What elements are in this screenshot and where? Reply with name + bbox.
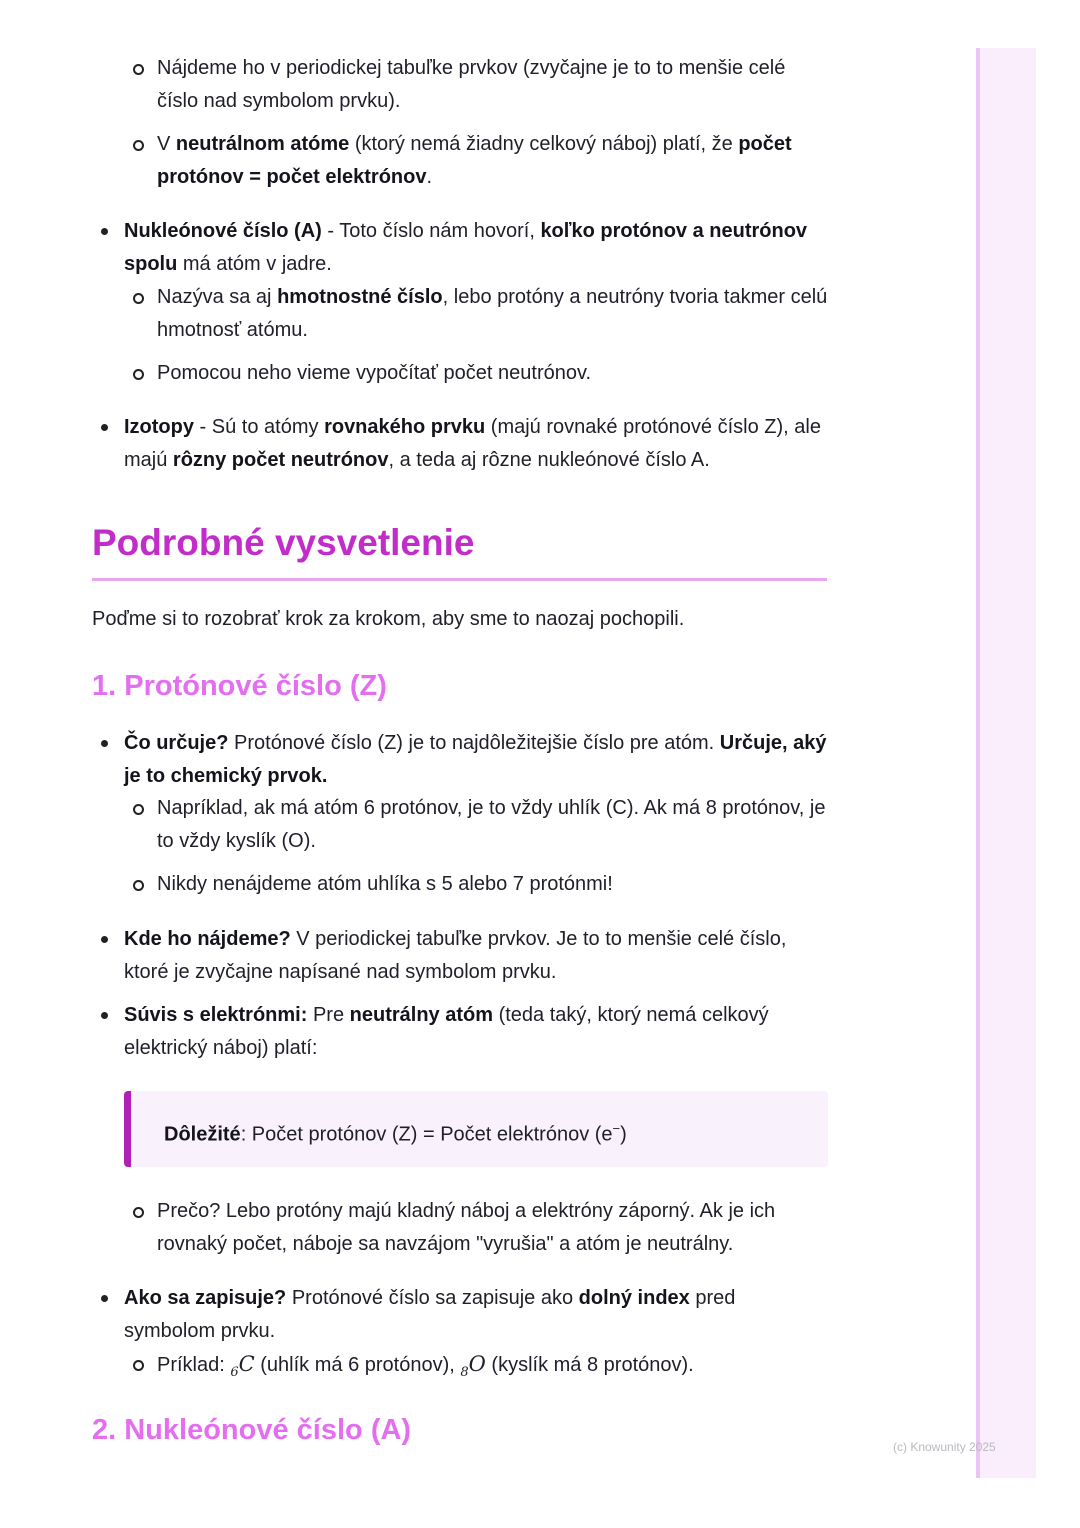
bold-text: Ako sa zapisuje? (124, 1287, 287, 1309)
sub-bullet-why (92, 1195, 832, 1261)
bullet-electron-relation (92, 999, 832, 1065)
text: (uhlík má 6 protónov), (254, 1354, 461, 1376)
text: (teda taký, ktorý nemá celkový elektrický náboj) platí: (124, 1004, 769, 1059)
element-symbol: C (238, 1352, 255, 1376)
subsection-title-proton-number: 1. Protónové číslo (Z) (92, 670, 387, 702)
bold-text: koľko protónov a neutrónov spolu (124, 220, 808, 275)
bold-text: počet protónov = počet elektrónov (157, 133, 792, 188)
sub-bullet-neutral-atom (92, 128, 832, 194)
list-item (92, 215, 832, 281)
list-item (92, 868, 832, 901)
bold-text: Dôležité (164, 1123, 241, 1146)
superscript: − (612, 1121, 621, 1136)
subsection-title-nukleon-number: 2. Nukleónové číslo (A) (92, 1414, 412, 1446)
callout-block (92, 1091, 832, 1167)
sub-bullet-example-notation (92, 1348, 832, 1389)
list-item (92, 1282, 832, 1348)
sub-bullet-mass-number (92, 281, 832, 347)
text: Pomocou neho vieme vypočítať počet neutrónov. (157, 362, 592, 384)
text: V (157, 133, 176, 155)
important-callout (124, 1091, 828, 1167)
text: - Sú to atómy (194, 416, 325, 438)
bold-text: Určuje, aký je to chemický prvok. (124, 732, 827, 787)
text: V periodickej tabuľke prvkov. Je to to menšie celé číslo, ktoré je zvyčajne napísané nad symbolom prvku. (124, 928, 787, 983)
list-item (92, 727, 832, 793)
list-item (92, 999, 832, 1065)
text: (ktorý nemá žiadny celkový náboj) platí, že (349, 133, 739, 155)
sub-bullet-never-carbon (92, 868, 832, 901)
text: Protónové číslo (Z) je to najdôležitejšie číslo pre atóm. (228, 732, 720, 754)
text: Pre (307, 1004, 350, 1026)
bullet-nukleon-number (92, 215, 832, 281)
list-item (92, 792, 832, 858)
text: - Toto číslo nám hovorí, (321, 220, 541, 242)
bold-text: Súvis s elektrónmi: (124, 1004, 308, 1026)
text: . (426, 166, 433, 188)
bullet-where-find (92, 923, 832, 989)
side-strip (976, 48, 1036, 1478)
list-item (92, 52, 832, 118)
text: Napríklad, ak má atóm 6 protónov, je to vždy uhlík (C). Ak má 8 protónov, je to vždy kyslík (O). (157, 797, 826, 852)
text: ) (620, 1123, 627, 1146)
subscript: 6 (230, 1365, 239, 1381)
bold-text: Nukleónové číslo (A) (124, 220, 322, 242)
bold-text: neutrálny atóm (349, 1004, 494, 1026)
element-symbol: O (468, 1352, 486, 1376)
bold-text: rovnakého prvku (324, 416, 486, 438)
copyright-footer: (c) Knowunity 2025 (893, 1440, 996, 1454)
list-item (92, 128, 832, 194)
bold-text: hmotnostné číslo (277, 286, 443, 308)
subscript: 8 (460, 1365, 469, 1381)
intro-paragraph: Poďme si to rozobrať krok za krokom, aby sme to naozaj pochopili. (92, 608, 685, 630)
text: , lebo protóny a neutróny tvoria takmer celú hmotnosť atómu. (157, 286, 828, 341)
list-item (92, 357, 832, 390)
text: má atóm v jadre. (177, 253, 332, 275)
section-heading-block (92, 522, 827, 581)
bold-text: dolný index (578, 1287, 690, 1309)
bullet-how-written (92, 1282, 832, 1348)
intro-block (92, 603, 832, 636)
bold-text: neutrálnom atóme (175, 133, 350, 155)
bold-text: Čo určuje? (124, 732, 229, 754)
text: Príklad: (157, 1354, 231, 1376)
text: (majú rovnaké protónové číslo Z), ale majú (124, 416, 821, 471)
list-item (92, 411, 832, 477)
sub-bullet-periodic-table (92, 52, 832, 118)
subheading-block (92, 670, 832, 703)
list-item (92, 281, 832, 347)
list-item (92, 1348, 832, 1389)
bold-text: Kde ho nájdeme? (124, 928, 291, 950)
subheading-block (92, 1414, 832, 1447)
text: (kyslík má 8 protónov). (485, 1354, 694, 1376)
bold-text: rôzny počet neutrónov (172, 449, 389, 471)
math-oxygen (460, 1352, 486, 1381)
text: Prečo? Lebo protóny majú kladný náboj a elektróny záporný. Ak je ich rovnaký počet, náboje sa navzájom "vyrušia" a atóm je neutrálny. (157, 1200, 776, 1255)
sub-bullet-example-carbon-oxygen (92, 792, 832, 858)
bullet-isotopes (92, 411, 832, 477)
text: pred symbolom prvku. (124, 1287, 736, 1342)
text: Protónové číslo sa zapisuje ako (286, 1287, 579, 1309)
bold-text: Izotopy (124, 416, 194, 438)
text: Nazýva sa aj (157, 286, 278, 308)
bullet-what-determines (92, 727, 832, 793)
list-item (92, 923, 832, 989)
text: , a teda aj rôzne nukleónové číslo A. (388, 449, 710, 471)
section-title: Podrobné vysvetlenie (92, 522, 827, 581)
text: Nájdeme ho v periodickej tabuľke prvkov (zvyčajne je to to menšie celé číslo nad symbolom prvku). (157, 57, 786, 112)
math-carbon (230, 1352, 255, 1381)
sub-bullet-neutron-count (92, 357, 832, 390)
list-item (92, 1195, 832, 1261)
text: : Počet protónov (Z) = Počet elektrónov (e (240, 1123, 613, 1146)
text: Nikdy nenájdeme atóm uhlíka s 5 alebo 7 protónmi! (157, 873, 613, 895)
